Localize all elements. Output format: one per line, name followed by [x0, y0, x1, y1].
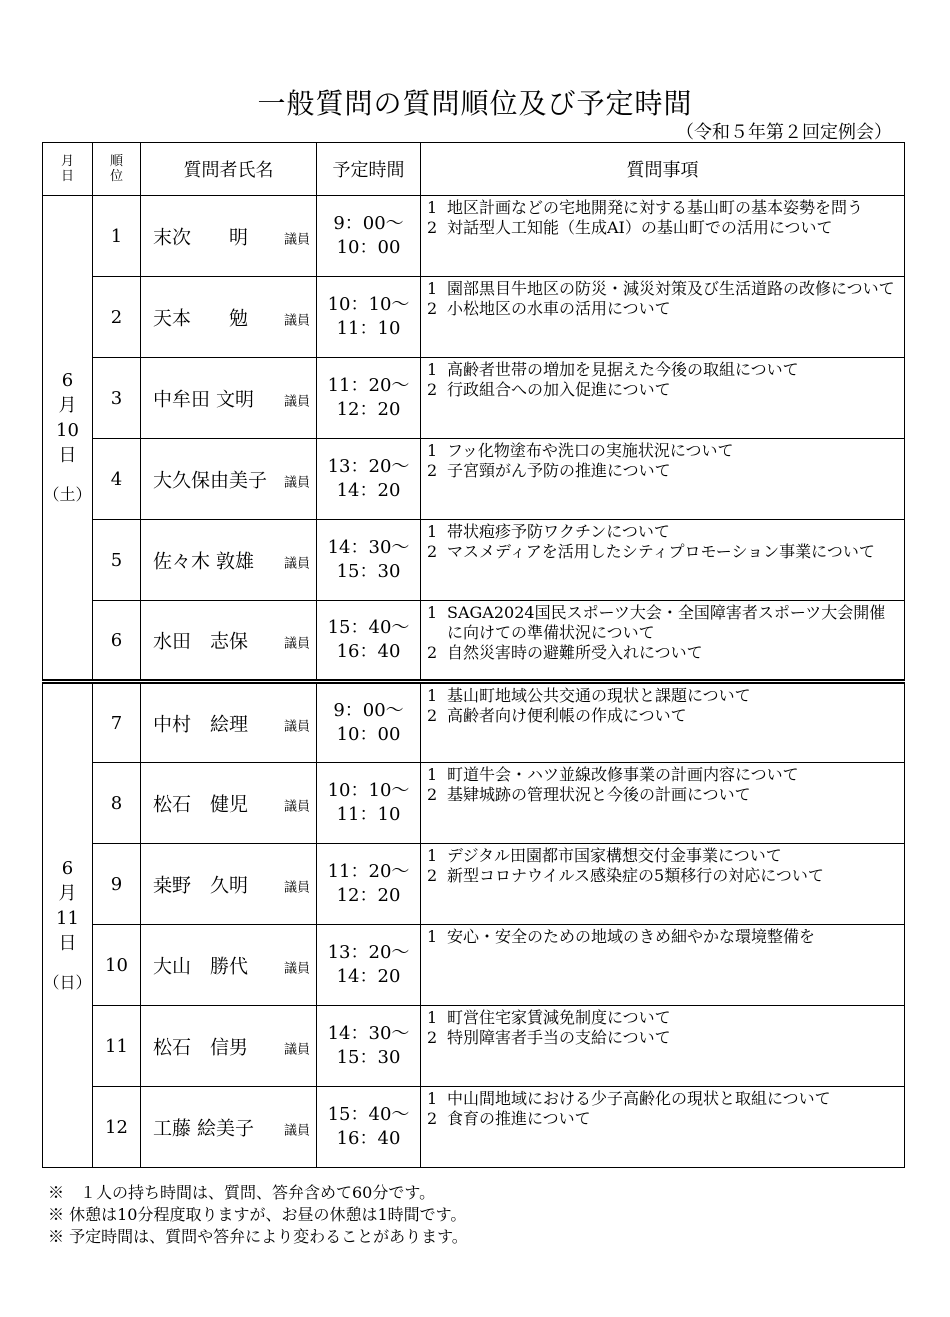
questioner-cell: [141, 520, 317, 601]
page-subtitle: （令和５年第２回定例会）: [676, 122, 892, 143]
topic-number: 2: [427, 542, 438, 561]
day-weekday: （日）: [43, 973, 92, 992]
questioner-cell: [141, 925, 317, 1006]
questioner-cell: [141, 1006, 317, 1087]
order-number: 2: [93, 277, 141, 358]
table-header-row: [43, 143, 905, 196]
topic-number: 2: [427, 785, 438, 804]
topic-number: 2: [427, 380, 438, 399]
questioner-cell: [141, 763, 317, 844]
questioner-name: 大久保由美子: [153, 469, 268, 492]
question-topics: [421, 601, 905, 682]
topic-item: [427, 1089, 900, 1109]
topic-text: デジタル田園都市国家構想交付金事業について: [447, 846, 782, 865]
topic-item: [427, 279, 900, 299]
question-topics: [421, 358, 905, 439]
topic-number: 2: [427, 299, 438, 318]
note-item: ※ 休憩は10分程度取りますが、お昼の休憩は1時間です。: [48, 1205, 467, 1224]
member-title: 議員: [283, 556, 310, 572]
scheduled-time: 10：10～ 11：10: [317, 277, 421, 358]
note-item: ※ 予定時間は、質問や答弁により変わることがあります。: [48, 1227, 468, 1246]
question-topics: [421, 520, 905, 601]
member-title: 議員: [283, 961, 310, 977]
topic-item: [427, 603, 900, 643]
table-row: [43, 277, 905, 358]
topic-text: SAGA2024国民スポーツ大会・全国障害者スポーツ大会開催に向けての準備状況について: [447, 603, 886, 642]
day-weekday: （土）: [43, 485, 92, 504]
topic-number: 1: [427, 360, 438, 379]
table-row: [43, 601, 905, 682]
question-topics: [421, 763, 905, 844]
topic-item: [427, 1028, 900, 1048]
scheduled-time: 9：00～ 10：00: [317, 196, 421, 277]
topic-text: 子宮頸がん予防の推進について: [447, 461, 671, 480]
topic-text: 基山町地域公共交通の現状と課題について: [447, 686, 751, 705]
question-topics: [421, 925, 905, 1006]
topic-item: [427, 927, 900, 947]
topic-text: 町道牛会・ハツ並線改修事業の計画内容について: [447, 765, 799, 784]
table-row: [43, 196, 905, 277]
day-cell: [43, 196, 93, 682]
topic-number: 1: [427, 1008, 438, 1027]
table-row: [43, 1006, 905, 1087]
topic-number: 2: [427, 218, 438, 237]
topic-item: [427, 198, 900, 218]
questioner-cell: [141, 358, 317, 439]
topic-number: 1: [427, 765, 438, 784]
topic-number: 2: [427, 866, 438, 885]
topic-text: 特別障害者手当の支給について: [447, 1028, 671, 1047]
topic-number: 1: [427, 1089, 438, 1108]
questioner-name: 末次 明: [153, 226, 249, 249]
topic-text: 中山間地域における少子高齢化の現状と取組について: [447, 1089, 831, 1108]
member-title: 議員: [283, 232, 310, 248]
member-title: 議員: [283, 1123, 310, 1139]
note-item: ※ １人の持ち時間は、質問、答弁含めて60分です。: [48, 1183, 436, 1202]
order-number: 10: [93, 925, 141, 1006]
topic-text: 高齢者向け便利帳の作成について: [447, 706, 687, 725]
order-number: 5: [93, 520, 141, 601]
member-title: 議員: [283, 1042, 310, 1058]
table-row: [43, 520, 905, 601]
topic-text: 行政組合への加入促進について: [447, 380, 671, 399]
topic-item: [427, 360, 900, 380]
topic-item: [427, 686, 900, 706]
member-title: 議員: [283, 880, 310, 896]
topic-item: [427, 441, 900, 461]
topic-item: [427, 1008, 900, 1028]
scheduled-time: 13：20～ 14：20: [317, 925, 421, 1006]
topic-text: 食育の推進について: [447, 1109, 591, 1128]
topic-text: 園部黒目牛地区の防災・減災対策及び生活道路の改修について: [447, 279, 895, 298]
questioner-cell: [141, 682, 317, 763]
order-number: 4: [93, 439, 141, 520]
questioner-name: 松石 信男: [153, 1036, 249, 1059]
questioner-cell: [141, 1087, 317, 1168]
order-number: 9: [93, 844, 141, 925]
order-number: 1: [93, 196, 141, 277]
header-name: 質問者氏名: [141, 143, 317, 196]
questioner-cell: [141, 844, 317, 925]
member-title: 議員: [283, 475, 310, 491]
topic-number: 2: [427, 461, 438, 480]
topic-number: 1: [427, 522, 438, 541]
member-title: 議員: [283, 636, 310, 652]
topic-number: 1: [427, 846, 438, 865]
questioner-cell: [141, 196, 317, 277]
topic-text: 基肄城跡の管理状況と今後の計画について: [447, 785, 751, 804]
question-topics: [421, 1087, 905, 1168]
topic-number: 1: [427, 927, 438, 946]
table-row: [43, 682, 905, 763]
question-topics: [421, 1006, 905, 1087]
scheduled-time: 14：30～ 15：30: [317, 1006, 421, 1087]
table-row: [43, 358, 905, 439]
order-number: 8: [93, 763, 141, 844]
topic-text: 地区計画などの宅地開発に対する基山町の基本姿勢を問う: [447, 198, 864, 217]
scheduled-time: 14：30～ 15：30: [317, 520, 421, 601]
topic-item: [427, 299, 900, 319]
topic-text: 小松地区の水車の活用について: [447, 299, 671, 318]
questioner-cell: [141, 601, 317, 682]
topic-item: [427, 522, 900, 542]
topic-text: 高齢者世帯の増加を見据えた今後の取組について: [447, 360, 799, 379]
scheduled-time: 11：20～ 12：20: [317, 844, 421, 925]
questioner-name: 工藤 絵美子: [153, 1117, 255, 1140]
order-number: 6: [93, 601, 141, 682]
member-title: 議員: [283, 313, 310, 329]
questioner-name: 天本 勉: [153, 307, 249, 330]
topic-text: マスメディアを活用したシティプロモーション事業について: [447, 542, 875, 561]
topic-item: [427, 380, 900, 400]
table-row: [43, 439, 905, 520]
order-number: 3: [93, 358, 141, 439]
question-topics: [421, 439, 905, 520]
topic-item: [427, 461, 900, 481]
topic-text: フッ化物塗布や洗口の実施状況について: [447, 441, 734, 460]
topic-item: [427, 1109, 900, 1129]
table-row: [43, 763, 905, 844]
topic-text: 安心・安全のための地域のきめ細やかな環境整備を: [447, 927, 816, 946]
header-day: 月 日: [43, 143, 93, 196]
question-topics: [421, 277, 905, 358]
schedule-table: [42, 142, 905, 1168]
questioner-name: 中村 絵理: [153, 713, 249, 736]
topic-item: [427, 218, 900, 238]
scheduled-time: 9：00～ 10：00: [317, 682, 421, 763]
member-title: 議員: [283, 719, 310, 735]
topic-text: 町営住宅家賃減免制度について: [447, 1008, 671, 1027]
topic-item: [427, 706, 900, 726]
questioner-name: 中牟田 文明: [153, 388, 255, 411]
scheduled-time: 10：10～ 11：10: [317, 763, 421, 844]
topic-text: 対話型人工知能（生成AI）の基山町での活用について: [447, 218, 833, 237]
questioner-name: 大山 勝代: [153, 955, 249, 978]
topic-item: [427, 785, 900, 805]
topic-number: 2: [427, 706, 438, 725]
scheduled-time: 15：40～ 16：40: [317, 1087, 421, 1168]
header-time: 予定時間: [317, 143, 421, 196]
table-row: [43, 1087, 905, 1168]
questioner-name: 水田 志保: [153, 630, 249, 653]
member-title: 議員: [283, 799, 310, 815]
question-topics: [421, 682, 905, 763]
questioner-cell: [141, 439, 317, 520]
topic-number: 2: [427, 643, 438, 662]
questioner-name: 松石 健児: [153, 793, 249, 816]
day-date: 6 月 10 日: [56, 370, 79, 466]
topic-item: [427, 866, 900, 886]
questioner-name: 桒野 久明: [153, 874, 249, 897]
table-body: [43, 196, 905, 1168]
question-topics: [421, 196, 905, 277]
topic-text: 自然災害時の避難所受入れについて: [447, 643, 703, 662]
scheduled-time: 13：20～ 14：20: [317, 439, 421, 520]
scheduled-time: 11：20～ 12：20: [317, 358, 421, 439]
topic-number: 2: [427, 1028, 438, 1047]
scheduled-time: 15：40～ 16：40: [317, 601, 421, 682]
header-topics: 質問事項: [421, 143, 905, 196]
table-row: [43, 844, 905, 925]
header-order: 順 位: [93, 143, 141, 196]
member-title: 議員: [283, 394, 310, 410]
questioner-name: 佐々木 敦雄: [153, 550, 255, 573]
topic-text: 帯状疱疹予防ワクチンについて: [447, 522, 670, 541]
order-number: 12: [93, 1087, 141, 1168]
topic-item: [427, 643, 900, 663]
topic-number: 1: [427, 603, 438, 622]
topic-item: [427, 765, 900, 785]
day-cell: [43, 682, 93, 1168]
order-number: 11: [93, 1006, 141, 1087]
question-topics: [421, 844, 905, 925]
topic-item: [427, 542, 900, 562]
page-title: 一般質問の質問順位及び予定時間: [257, 87, 693, 120]
topic-item: [427, 846, 900, 866]
notes: [48, 1182, 468, 1248]
table-row: [43, 925, 905, 1006]
topic-text: 新型コロナウイルス感染症の5類移行の対応について: [447, 866, 824, 885]
topic-number: 1: [427, 441, 438, 460]
questioner-cell: [141, 277, 317, 358]
topic-number: 2: [427, 1109, 438, 1128]
topic-number: 1: [427, 279, 438, 298]
day-date: 6 月 11 日: [56, 858, 79, 954]
topic-number: 1: [427, 686, 438, 705]
topic-number: 1: [427, 198, 438, 217]
order-number: 7: [93, 682, 141, 763]
